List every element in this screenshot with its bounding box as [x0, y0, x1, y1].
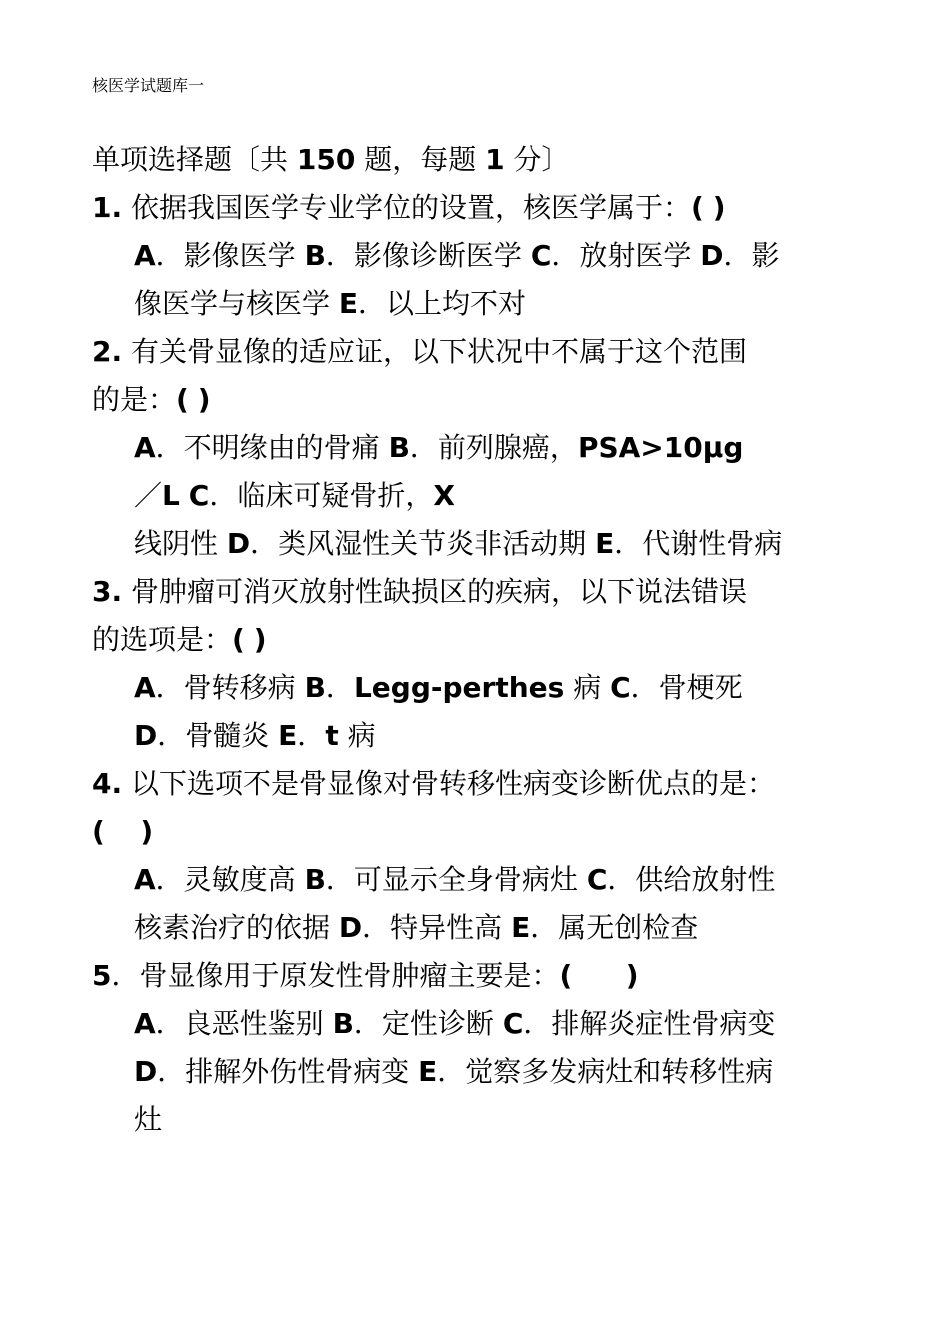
options-line: ／L C．临床可疑骨折，X — [134, 479, 455, 512]
options-line: 像医学与核医学 E．以上均不对 — [134, 287, 527, 320]
options-line: D．骨髓炎 E．t 病 — [134, 719, 376, 752]
options-line: A．影像医学 B．影像诊断医学 C．放射医学 D．影 — [134, 239, 780, 272]
question-stem — [92, 184, 872, 232]
options-line: A．骨转移病 B．Legg-perthes 病 C．骨梗死 — [134, 671, 743, 704]
stem-line: 4. 以下选项不是骨显像对骨转移性病变诊断优点的是： — [92, 767, 776, 800]
question-stem — [92, 760, 872, 856]
question-5 — [92, 952, 872, 1144]
question-options — [92, 232, 872, 328]
stem-line: ( ) — [92, 815, 154, 848]
question-2 — [92, 328, 872, 568]
question-stem — [92, 568, 872, 664]
question-options — [92, 856, 872, 952]
page-header: 核医学试题库一 — [92, 76, 205, 95]
question-1 — [92, 184, 872, 328]
stem-line: 2. 有关骨显像的适应证，以下状况中不属于这个范围 — [92, 335, 748, 368]
section-title: 单项选择题〔共 150 题，每题 1 分〕 — [92, 143, 570, 176]
stem-line: 的选项是：( ) — [92, 623, 267, 656]
options-line: 线阴性 D．类风湿性关节炎非活动期 E．代谢性骨病 — [134, 527, 783, 560]
stem-line: 的是：( ) — [92, 383, 211, 416]
question-options — [92, 664, 872, 760]
options-line: A．不明缘由的骨痛 B．前列腺癌，PSA>10μg — [134, 431, 744, 464]
question-options — [92, 1000, 872, 1144]
stem-line: 3. 骨肿瘤可消灭放射性缺损区的疾病，以下说法错误 — [92, 575, 748, 608]
stem-line: 5．骨显像用于原发性骨肿瘤主要是：( ) — [92, 959, 639, 992]
options-line: A．良恶性鉴别 B．定性诊断 C．排解炎症性骨病变 — [134, 1007, 776, 1040]
stem-line: 1. 依据我国医学专业学位的设置，核医学属于：( ) — [92, 191, 726, 224]
options-line: A．灵敏度高 B．可显示全身骨病灶 C．供给放射性 — [134, 863, 776, 896]
document-page — [92, 76, 872, 1144]
options-line: 灶 — [134, 1103, 163, 1136]
options-line: 核素治疗的依据 D．特异性高 E．属无创检查 — [134, 911, 699, 944]
question-3 — [92, 568, 872, 760]
question-4 — [92, 760, 872, 952]
question-stem — [92, 328, 872, 424]
question-options — [92, 424, 872, 568]
options-line: D．排解外伤性骨病变 E．觉察多发病灶和转移性病 — [134, 1055, 774, 1088]
question-stem — [92, 952, 872, 1000]
